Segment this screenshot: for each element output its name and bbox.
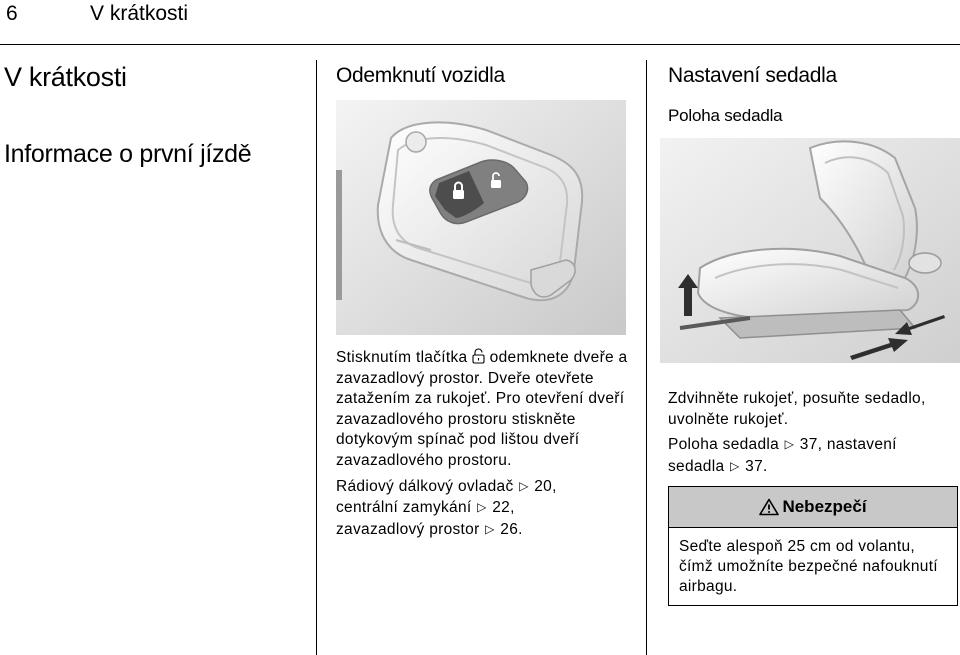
reference-arrow-icon: ▷ (784, 437, 795, 452)
unlocking-text (336, 348, 636, 540)
seat-paragraph: Zdvihněte rukojeť, posuňte sedadlo, uvolněte rukojeť. (668, 390, 926, 428)
text-run: Stisknutím tlačítka (336, 349, 473, 366)
seat-illustration (660, 138, 960, 363)
warning-box (668, 486, 958, 606)
unlock-icon (472, 348, 485, 364)
reference-arrow-icon: ▷ (477, 500, 487, 515)
text-run: sedadla (668, 457, 730, 475)
column-divider-left (316, 60, 317, 655)
unlock-paragraph (336, 348, 636, 472)
page-reference: 37. (740, 457, 768, 475)
column-divider-right (646, 60, 647, 655)
page-number: 6 (6, 2, 18, 25)
subsection-title-seat-position: Poloha sedadla (668, 106, 783, 125)
text-run: zavazadlový prostor (336, 520, 485, 538)
warning-title: Nebezpečí (782, 497, 867, 516)
seat-text (668, 389, 958, 477)
page-reference: 26. (495, 520, 523, 538)
section-title-unlocking: Odemknutí vozidla (336, 64, 505, 87)
chapter-subtitle: Informace o první jízdě (4, 140, 252, 168)
seat-references (668, 434, 958, 477)
reference-arrow-icon: ▷ (485, 521, 495, 536)
text-run: Rádiový dálkový ovladač (336, 477, 519, 495)
header-rule (0, 44, 960, 45)
text-run: Poloha sedadla (668, 436, 784, 454)
warning-triangle-icon (759, 498, 779, 516)
reference-arrow-icon: ▷ (730, 458, 740, 473)
page-reference: 22, (487, 499, 515, 517)
text-run: odemknete dveře a zavazadlový prostor. Dveře otevřete zatažením za rukojeť. Pro otevření dveří zavazadlového prostoru stiskněte dotykovým spínač pod lištou dveří zavazadlového prostoru. (336, 349, 628, 469)
reference-arrow-icon: ▷ (519, 478, 529, 493)
key-fob-illustration (336, 100, 626, 335)
section-title-seat: Nastavení sedadla (668, 64, 837, 87)
references-paragraph (336, 476, 636, 541)
text-run: centrální zamykání (336, 499, 477, 517)
running-title: V krátkosti (90, 2, 189, 25)
page-reference: 20, (529, 477, 557, 495)
warning-header (669, 487, 957, 528)
page-reference: 37, nastavení (795, 436, 897, 454)
chapter-title: V krátkosti (4, 62, 127, 92)
warning-text: Seďte alespoň 25 cm od volantu, čímž umožníte bezpečné nafouknutí airbagu. (679, 538, 938, 595)
